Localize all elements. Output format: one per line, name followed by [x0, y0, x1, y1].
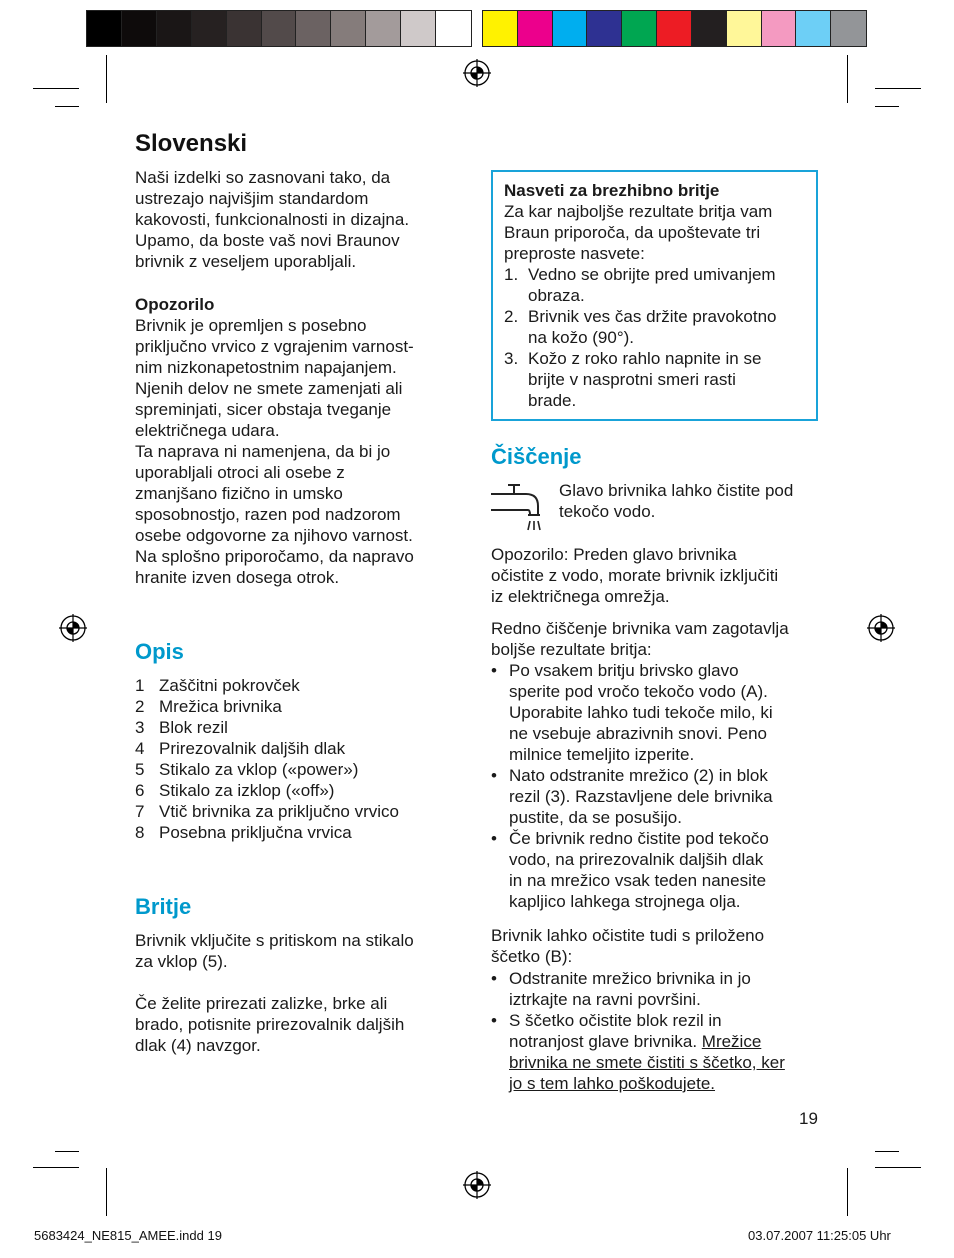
color-swatch [518, 11, 553, 46]
registration-mark-right [867, 614, 895, 642]
britje-paragraph-2 [135, 993, 404, 1056]
text-line: Upamo, da boste vaš novi Braunov [135, 231, 400, 250]
list-item [135, 717, 455, 738]
regular-cleaning-intro [491, 618, 789, 660]
parts-list [135, 675, 455, 843]
tip-text: Kožo z roko rahlo napnite in se brijte v nasprotni smeri rasti brade. [528, 349, 762, 410]
text-line: ustrezajo najvišjim standardom [135, 189, 369, 208]
list-item [135, 675, 455, 696]
list-item [491, 765, 821, 828]
text-line: iz električnega omrežja. [491, 587, 670, 606]
tip-item [504, 348, 806, 411]
text-line: uporabljali otroci ali osebe z [135, 463, 345, 482]
item-number: 8 [135, 823, 145, 842]
text-line: ščetko (B): [491, 947, 573, 966]
page-title: Slovenski [135, 130, 248, 157]
color-swatch [553, 11, 588, 46]
brush-intro [491, 925, 764, 967]
process-color-bar [482, 10, 867, 47]
color-swatch [122, 11, 157, 46]
text-line: preproste nasvete: [504, 244, 645, 263]
footer-timestamp: 03.07.2007 11:25:05 Uhr [748, 1228, 891, 1243]
color-swatch [87, 11, 122, 46]
color-swatch [227, 11, 262, 46]
britje-paragraph-1 [135, 930, 414, 972]
item-label: Stikalo za izklop («off») [159, 781, 335, 800]
text-line: Opozorilo: Preden glavo brivnika [491, 545, 737, 564]
intro-paragraph [135, 167, 409, 272]
color-swatch [366, 11, 401, 46]
tips-list [504, 264, 806, 411]
registration-mark-left [59, 614, 87, 642]
brush-list [491, 968, 821, 1094]
tip-text: Vedno se obrijte pred umivanjem obraza. [528, 265, 776, 305]
water-tap-icon [490, 480, 546, 536]
list-item: • Odstranite mrežico brivnika in jo iztrkajte na ravni površini. [491, 969, 751, 1009]
section-title-britje: Britje [135, 894, 192, 919]
color-swatch [727, 11, 762, 46]
item-label: Blok rezil [159, 718, 228, 737]
text-line: Ta naprava ni namenjena, da bi jo [135, 442, 391, 461]
bullet-text: Če brivnik redno čistite pod tekočo vodo, na prirezovalnik daljših dlak in na mrežico vsak teden nanesite kapljico lahkega strojnega olja. [509, 829, 769, 911]
text-line: Če želite prirezati zalizke, brke ali [135, 994, 388, 1013]
tip-text: Brivnik ves čas držite pravokotno na kožo (90°). [528, 307, 777, 347]
brush-bullet-1 [509, 968, 751, 1010]
color-swatch [401, 11, 436, 46]
regular-cleaning-list [491, 660, 821, 912]
bullet-text: Nato odstranite mrežico (2) in blok rezil (3). Razstavljene dele brivnika pustite, da se posušijo. [509, 766, 773, 827]
color-swatch [483, 11, 518, 46]
text-line: boljše rezultate britja: [491, 640, 652, 659]
text-line: električnega udara. [135, 421, 280, 440]
text-line: Odstranite mrežico brivnika in jo [509, 969, 751, 988]
text-line: dlak (4) navzgor. [135, 1036, 261, 1055]
text-line: spreminjati, sicer obstaja tveganje [135, 400, 392, 419]
color-swatch [436, 11, 471, 46]
item-number: 2 [135, 697, 145, 716]
brush-warning-line-2: brivnika ne smete čistiti s ščetko, ker [509, 1053, 785, 1072]
color-swatch [262, 11, 297, 46]
text-line: Redno čiščenje brivnika vam zagotavlja [491, 619, 789, 638]
text-line: priključno vrvico z vgrajenim varnost- [135, 337, 414, 356]
text-line: brivnik z veseljem uporabljali. [135, 252, 357, 271]
text-line: osebe odgovorne za njihovo varnost. [135, 526, 413, 545]
tips-box [491, 170, 818, 421]
brush-bullet-2-line-1: S ščetko očistite blok rezil in [509, 1011, 722, 1030]
color-swatch [192, 11, 227, 46]
color-swatch [692, 11, 727, 46]
list-item [135, 822, 455, 843]
tip-item [504, 264, 806, 306]
item-number: 6 [135, 781, 145, 800]
text-line: sposobnostjo, razen pod nadzorom [135, 505, 401, 524]
item-label: Mrežica brivnika [159, 697, 282, 716]
item-label: Prirezovalnik daljših dlak [159, 739, 346, 758]
text-line: Brivnik vključite s pritiskom na stikalo [135, 931, 414, 950]
text-line: zmanjšano fizično in umsko [135, 484, 343, 503]
cleaning-warning [491, 544, 778, 607]
brush-warning-start: Mrežice [701, 1032, 762, 1051]
bullet: • [491, 661, 497, 680]
item-label: Vtič brivnika za priključno vrvico [159, 802, 399, 821]
list-item [135, 738, 455, 759]
text-line: Na splošno priporočamo, da napravo [135, 547, 414, 566]
item-label: Posebna priključna vrvica [159, 823, 352, 842]
bullet: • [491, 829, 497, 848]
warning-paragraph [135, 315, 414, 588]
text-line: iztrkajte na ravni površini. [509, 990, 701, 1009]
color-swatch [622, 11, 657, 46]
item-number: 3 [135, 718, 145, 737]
color-swatch [657, 11, 692, 46]
list-item [491, 828, 821, 912]
text-line: za vklop (5). [135, 952, 228, 971]
tips-intro [504, 201, 806, 264]
color-swatch [762, 11, 797, 46]
list-item [491, 660, 821, 765]
text-line: Za kar najboljše rezultate britja vam [504, 202, 773, 221]
item-label: Stikalo za vklop («power») [159, 760, 359, 779]
page-number: 19 [799, 1109, 818, 1128]
footer-file-info: 5683424_NE815_AMEE.indd 19 [34, 1228, 222, 1243]
grayscale-color-bar [86, 10, 472, 47]
tap-text [559, 480, 793, 522]
text-line: Brivnik je opremljen s posebno [135, 316, 367, 335]
tips-title: Nasveti za brezhibno britje [504, 181, 720, 200]
text-line: Glavo brivnika lahko čistite pod [559, 481, 794, 500]
registration-mark-top [463, 59, 491, 87]
tip-number: 2. [504, 307, 519, 326]
brush-bullet-2-line-2: notranjost glave brivnika. [509, 1032, 702, 1051]
color-swatch [831, 11, 866, 46]
text-line: Brivnik lahko očistite tudi s priloženo [491, 926, 765, 945]
list-item [135, 696, 455, 717]
text-line: Braun priporoča, da upoštevate tri [504, 223, 761, 242]
item-label: Zaščitni pokrovček [159, 676, 300, 695]
text-line: brado, potisnite prirezovalnik daljših [135, 1015, 405, 1034]
list-item [135, 801, 455, 822]
item-number: 7 [135, 802, 145, 821]
item-number: 5 [135, 760, 145, 779]
text-line: Njenih delov ne smete zamenjati ali [135, 379, 403, 398]
list-item: • S ščetko očistite blok rezil in notranjost glave brivnika. Mrežice brivnika ne smete čistiti s ščetko, ker jo s tem lahko poškodujete. [491, 1011, 785, 1093]
color-swatch [796, 11, 831, 46]
color-swatch [331, 11, 366, 46]
text-line: Naši izdelki so zasnovani tako, da [135, 168, 391, 187]
warning-title: Opozorilo [135, 295, 215, 314]
section-title-cleaning: Čiščenje [491, 444, 582, 469]
section-title-opis: Opis [135, 639, 184, 664]
text-line: nim nizkonapetostnim napajanjem. [135, 358, 397, 377]
text-line: očistite z vodo, morate brivnik izključiti [491, 566, 779, 585]
bullet-text: Po vsakem britju brivsko glavo sperite pod vročo tekočo vodo (A). Uporabite lahko tudi tekoče milo, ki ne vsebuje abrazivnih snovi. Peno milnice temeljito izperite. [509, 661, 773, 764]
list-item [135, 780, 455, 801]
registration-mark-bottom [463, 1171, 491, 1199]
list-item [135, 759, 455, 780]
color-swatch [157, 11, 192, 46]
item-number: 1 [135, 676, 145, 695]
tip-item [504, 306, 806, 348]
color-swatch [587, 11, 622, 46]
bullet: • [491, 766, 497, 785]
brush-warning-line-3: jo s tem lahko poškodujete. [509, 1074, 716, 1093]
item-number: 4 [135, 739, 145, 758]
text-line: hranite izven dosega otrok. [135, 568, 340, 587]
tip-number: 1. [504, 265, 519, 284]
text-line: tekočo vodo. [559, 502, 656, 521]
color-swatch [296, 11, 331, 46]
text-line: kakovosti, funkcionalnosti in dizajna. [135, 210, 410, 229]
tip-number: 3. [504, 349, 519, 368]
